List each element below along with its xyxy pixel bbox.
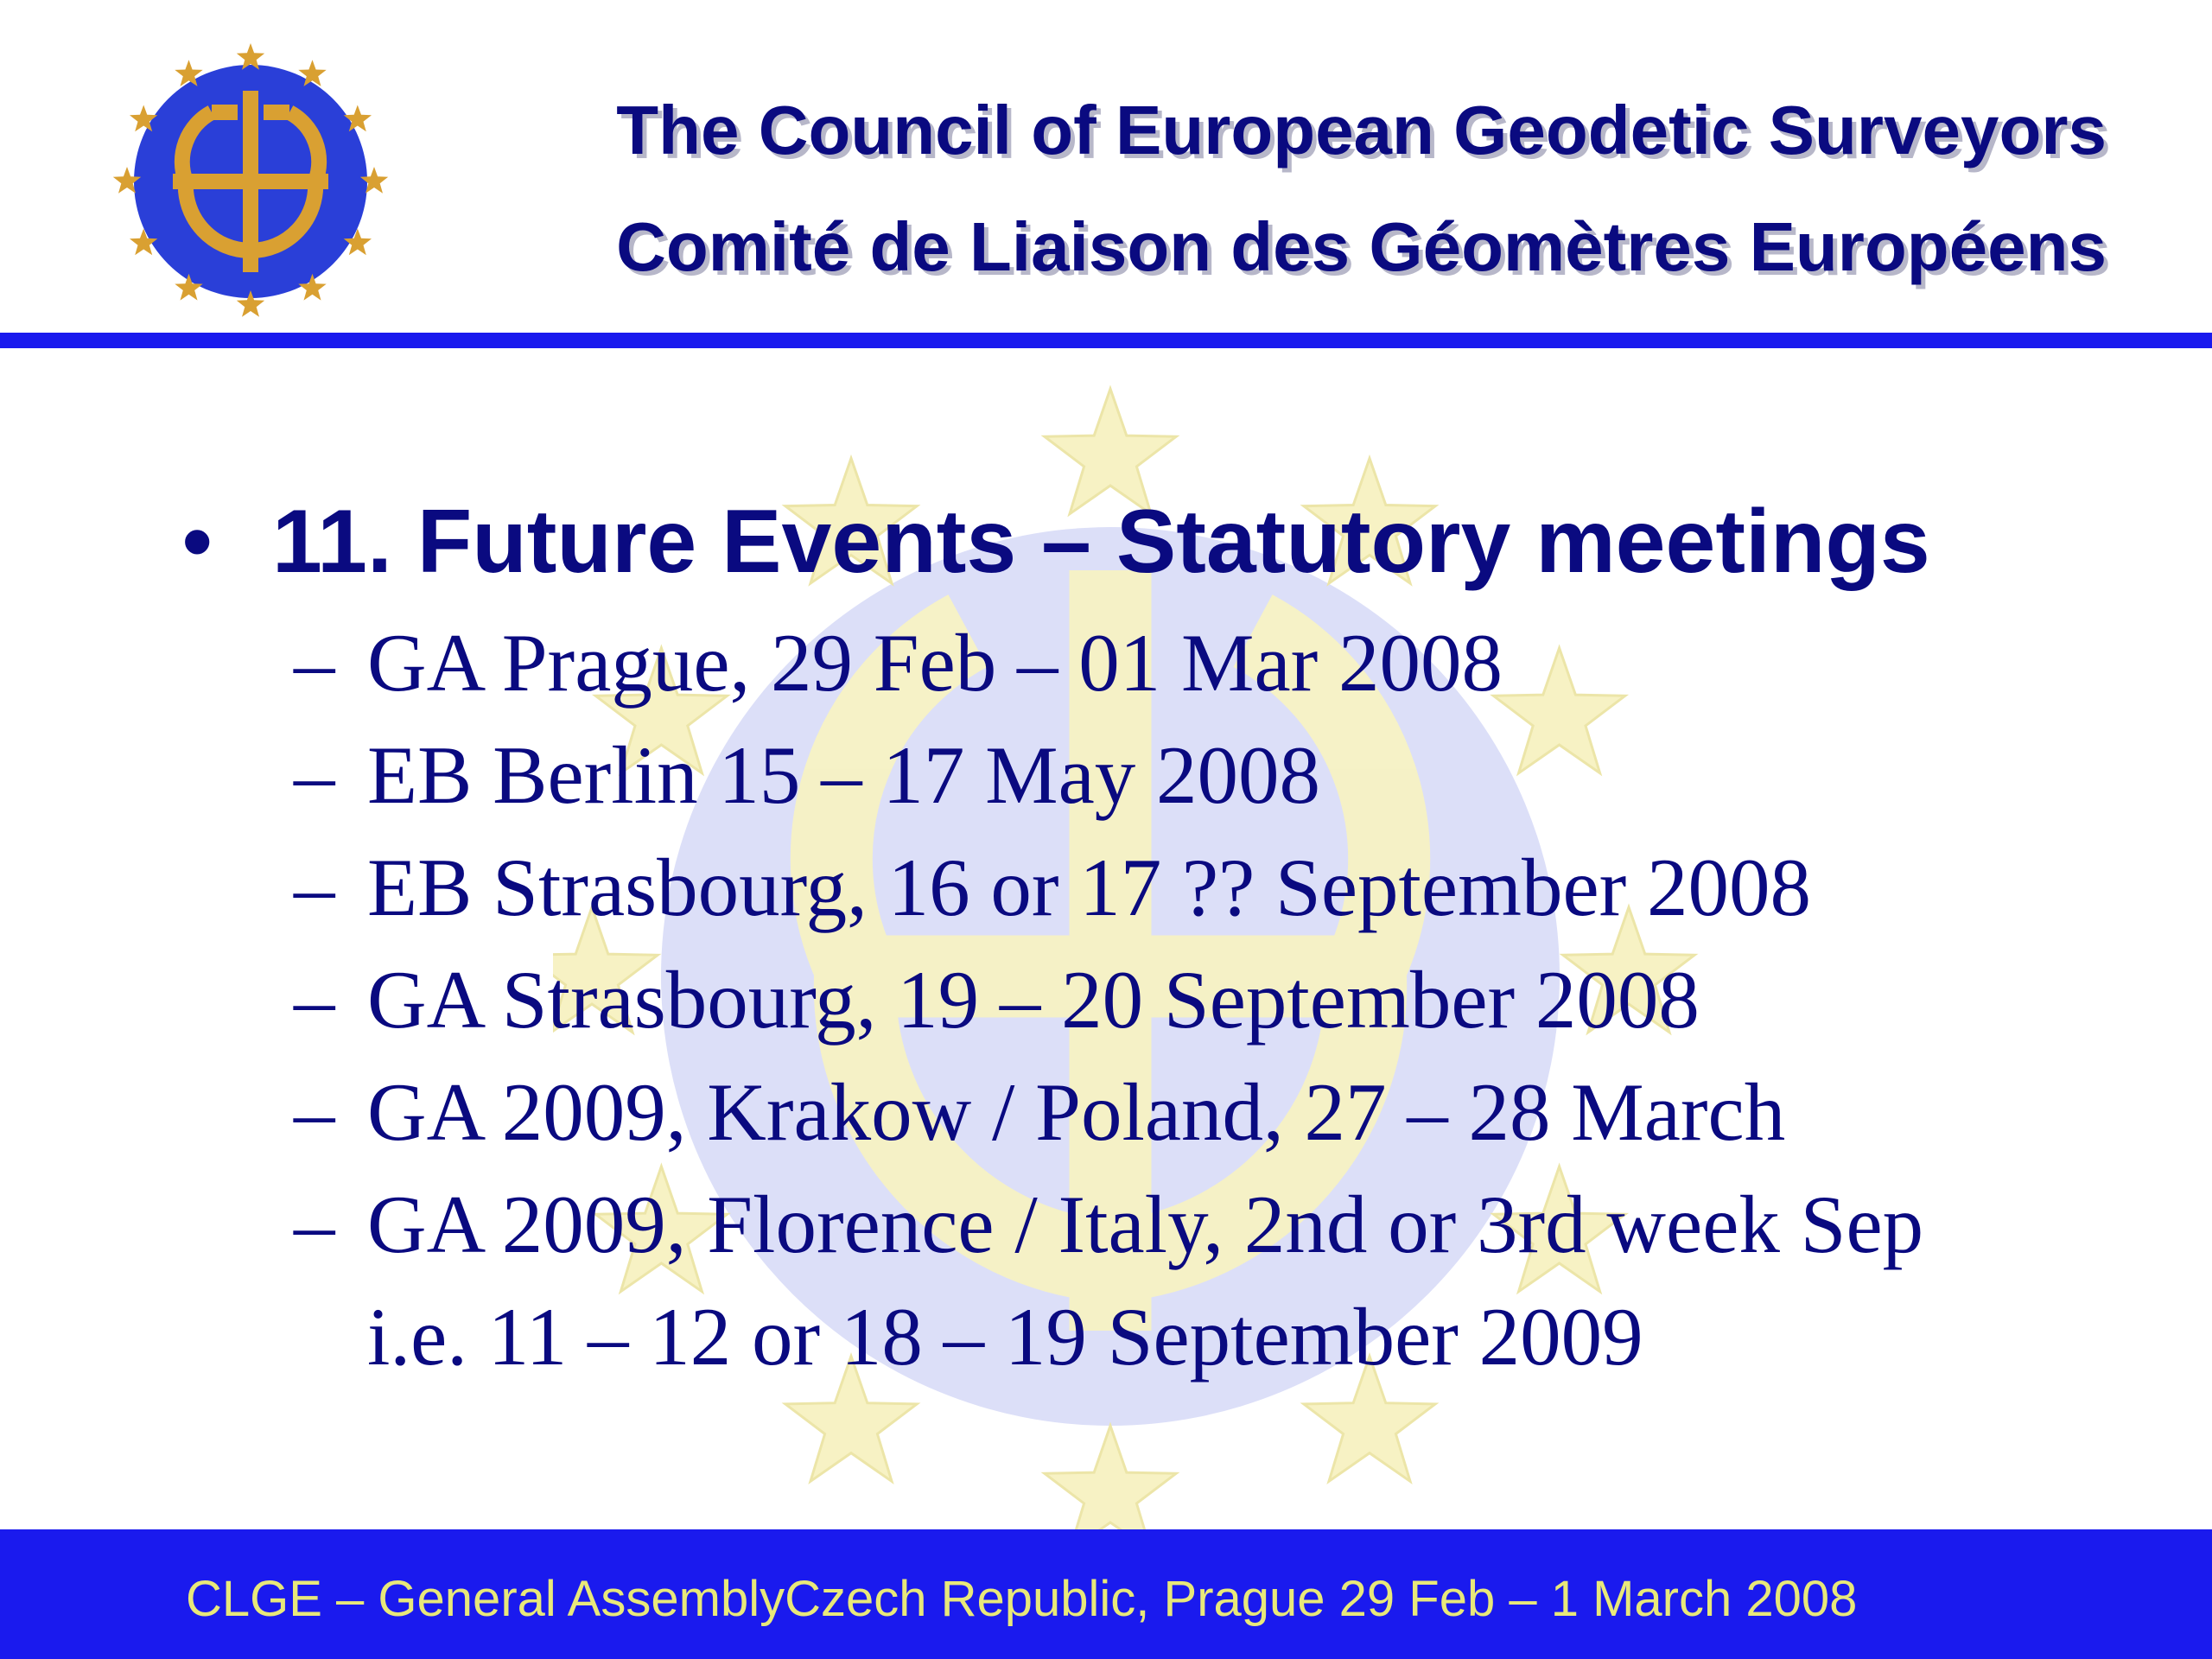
- list-item-text: EB Berlin 15 – 17 May 2008: [367, 729, 1320, 821]
- list-item-dash: –: [294, 842, 335, 933]
- clge-logo-icon: [108, 39, 393, 324]
- list-item: [294, 1179, 1924, 1270]
- list-item-dash: –: [294, 1179, 335, 1270]
- slide-header: [0, 0, 2212, 333]
- section-heading-text: 11. Future Events – Statutory meetings: [272, 492, 1930, 592]
- list-item-text: EB Strasbourg, 16 or 17 ?? September 2008: [367, 842, 1812, 933]
- footer-text: CLGE – General AssemblyCzech Republic, Prague 29 Feb – 1 March 2008: [186, 1571, 1858, 1627]
- list-item-continuation: i.e. 11 – 12 or 18 – 19 September 2009: [367, 1291, 1643, 1382]
- list-item-dash: –: [294, 954, 335, 1046]
- list-item: [294, 729, 1320, 821]
- header-title-french: Comité de Liaison des Géomètres Européens: [616, 208, 2107, 285]
- slide-body: [0, 449, 2212, 1512]
- header-title-english: The Council of European Geodetic Surveyors: [616, 92, 2107, 168]
- list-item: [294, 1066, 1786, 1158]
- section-heading: [181, 492, 1930, 592]
- list-item-text: GA 2009, Krakow / Poland, 27 – 28 March: [367, 1066, 1786, 1158]
- bullet-marker: •: [181, 492, 213, 592]
- list-item-dash: –: [294, 1066, 335, 1158]
- list-item-text: GA Prague, 29 Feb – 01 Mar 2008: [367, 617, 1503, 709]
- list-item: [294, 954, 1700, 1046]
- list-item: [294, 842, 1812, 933]
- list-item: [294, 617, 1503, 709]
- list-item-dash: –: [294, 729, 335, 821]
- list-item-dash: –: [294, 617, 335, 709]
- list-item-text: GA Strasbourg, 19 – 20 September 2008: [367, 954, 1700, 1046]
- slide-footer: [0, 1529, 2212, 1659]
- list-item-text: GA 2009, Florence / Italy, 2nd or 3rd week Sep: [367, 1179, 1924, 1270]
